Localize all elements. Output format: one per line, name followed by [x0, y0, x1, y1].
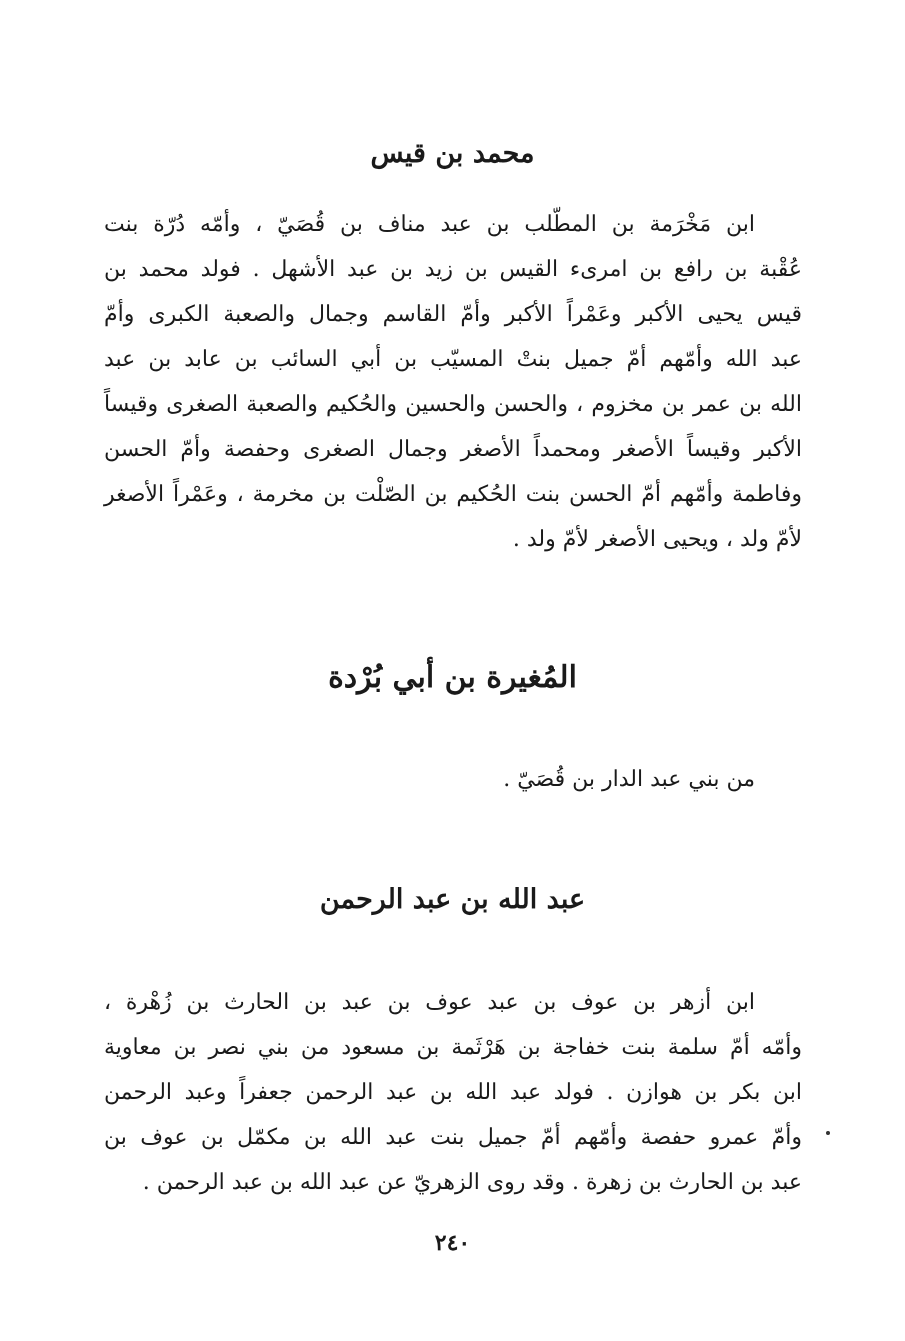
paragraph-line: الله بن عمر بن مخزوم ، والحسن والحسين والحُكيم والصعبة الصغرى وقيساً [104, 392, 802, 417]
margin-speck [826, 1131, 830, 1135]
paragraph-line: وأمّه أمّ سلمة بنت خفاجة بن هَرْثَمة بن مسعود من بني نصر بن معاوية [104, 1035, 802, 1060]
paragraph-line: قيس يحيى الأكبر وعَمْراً الأكبر وأمّ القاسم وجمال والصعبة الكبرى وأمّ [104, 302, 802, 327]
section-heading-al-mughira: المُغيرة بن أبي بُرْدة [328, 660, 577, 695]
paragraph-line: عبد بن الحارث بن زهرة . وقد روى الزهريّ عن عبد الله بن عبد الرحمن . [142, 1170, 802, 1195]
section-heading-abdullah-ibn-abd-al-rahman: عبد الله بن عبد الرحمن [319, 884, 586, 915]
paragraph-line: الأكبر وقيساً الأصغر ومحمداً الأصغر وجمال الصغرى وحفصة وأمّ الحسن [104, 437, 802, 462]
section-heading-muhammad-ibn-qays: محمد بن قيس [370, 138, 535, 169]
paragraph-line: وأمّ عمرو حفصة وأمّهم أمّ جميل بنت عبد الله بن مكمّل بن عوف بن [104, 1125, 802, 1150]
paragraph-line: من بني عبد الدار بن قُصَيّ . [503, 767, 755, 792]
paragraph-line: وفاطمة وأمّهم أمّ الحسن بنت الحُكيم بن الصّلْت بن مخرمة ، وعَمْراً الأصغر [104, 482, 802, 507]
page-number: ٢٤٠ [434, 1230, 471, 1256]
paragraph-line: لأمّ ولد ، ويحيى الأصغر لأمّ ولد . [512, 527, 802, 552]
paragraph-line: ابن مَخْرَمة بن المطّلب بن عبد مناف بن قُصَيّ ، وأمّه دُرّة بنت [104, 212, 755, 237]
paragraph-line: عبد الله وأمّهم أمّ جميل بنتْ المسيّب بن أبي السائب بن عابد بن عبد [104, 347, 802, 372]
paragraph-line: ابن أزهر بن عوف بن عبد عوف بن عبد بن الحارث بن زُهْرة ، [104, 990, 755, 1015]
paragraph-line: ابن بكر بن هوازن . فولد عبد الله بن عبد الرحمن جعفراً وعبد الرحمن [104, 1080, 802, 1105]
paragraph-line: عُقْبة بن رافع بن امرىء القيس بن زيد بن عبد الأشهل . فولد محمد بن [104, 257, 802, 282]
